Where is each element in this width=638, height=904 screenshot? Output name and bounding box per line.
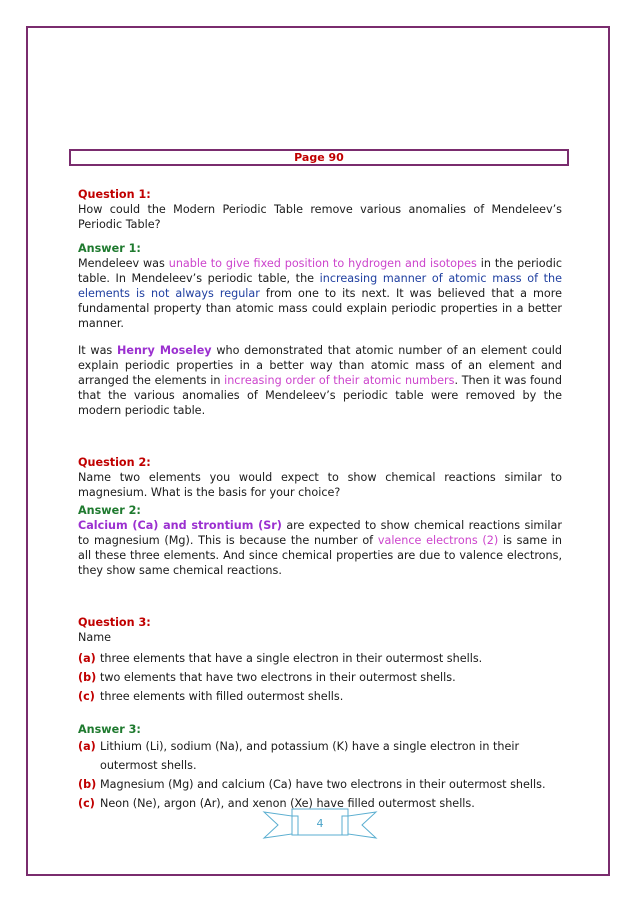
answer-1-paragraph-1 xyxy=(78,256,562,331)
item-label: (a) xyxy=(78,652,96,665)
item-label: (c) xyxy=(78,797,95,810)
highlight-text: unable to give fixed position to hydrogen and isotopes xyxy=(168,257,477,270)
highlight-text: Henry Moseley xyxy=(117,344,212,357)
text-run: in the periodic table. In Mendeleev’s periodic table, the xyxy=(78,257,562,285)
question-3-label: Question 3: xyxy=(78,616,151,629)
list-item xyxy=(78,668,562,687)
highlight-text: Calcium (Ca) and strontium (Sr) xyxy=(78,519,282,532)
answer-1-label: Answer 1: xyxy=(78,242,141,255)
page-number: 4 xyxy=(316,817,324,830)
highlight-text: increasing order of their atomic numbers xyxy=(224,374,455,387)
list-item xyxy=(78,649,562,668)
text-run: from one to its next. It was believed that a more fundamental property than atomic mass could explain periodic properties in a better manner. xyxy=(78,287,562,330)
item-text: Lithium (Li), sodium (Na), and potassium (K) have a single electron in their outermost shells. xyxy=(100,740,520,772)
question-2-label: Question 2: xyxy=(78,456,151,469)
item-label: (b) xyxy=(78,671,97,684)
question-3-list xyxy=(78,649,562,706)
list-item xyxy=(78,687,562,706)
question-2-text: Name two elements you would expect to show chemical reactions similar to magnesium. What is the basis for your choice? xyxy=(78,471,562,499)
list-item xyxy=(78,775,562,794)
question-1-label: Question 1: xyxy=(78,188,151,201)
item-text: Neon (Ne), argon (Ar), and xenon (Xe) have filled outermost shells. xyxy=(100,797,475,810)
answer-3-list xyxy=(78,737,562,813)
content xyxy=(78,187,562,813)
page-header: Page 90 xyxy=(69,149,569,166)
text-run: . Then it was found that the various anomalies of Mendeleev’s periodic table were removed by the modern periodic table. xyxy=(78,374,563,417)
list-item xyxy=(78,737,562,775)
text-run: Mendeleev was xyxy=(78,257,169,270)
answer-2-label: Answer 2: xyxy=(78,504,141,517)
item-text: Magnesium (Mg) and calcium (Ca) have two electrons in their outermost shells. xyxy=(100,778,546,791)
item-text: three elements with filled outermost shells. xyxy=(100,690,344,703)
question-1-text: How could the Modern Periodic Table remove various anomalies of Mendeleev’s Periodic Table? xyxy=(78,203,562,231)
item-label: (b) xyxy=(78,778,97,791)
item-label: (c) xyxy=(78,690,95,703)
text-run: are expected to show chemical reactions similar to magnesium (Mg). This is because the number of xyxy=(78,519,562,547)
text-run: It was xyxy=(78,344,118,357)
highlight-text: valence electrons (2) xyxy=(377,534,499,547)
text-run: is same in all these three elements. And since chemical properties are due to valence electrons, they show same chemical reactions. xyxy=(78,534,562,577)
item-text: two elements that have two electrons in their outermost shells. xyxy=(100,671,456,684)
question-3-intro: Name xyxy=(78,631,112,644)
answer-2-text xyxy=(78,518,562,578)
text-run: who demonstrated that atomic number of an element could explain periodic properties in a better way than atomic mass of an element and arranged the elements in xyxy=(78,344,563,387)
highlight-text: increasing manner of atomic mass of the elements is not always regular xyxy=(78,272,562,300)
page-number-ornament xyxy=(262,806,378,842)
answer-1-paragraph-2 xyxy=(78,343,562,418)
answer-3-label: Answer 3: xyxy=(78,723,141,736)
item-text: three elements that have a single electron in their outermost shells. xyxy=(100,652,483,665)
item-label: (a) xyxy=(78,740,96,753)
